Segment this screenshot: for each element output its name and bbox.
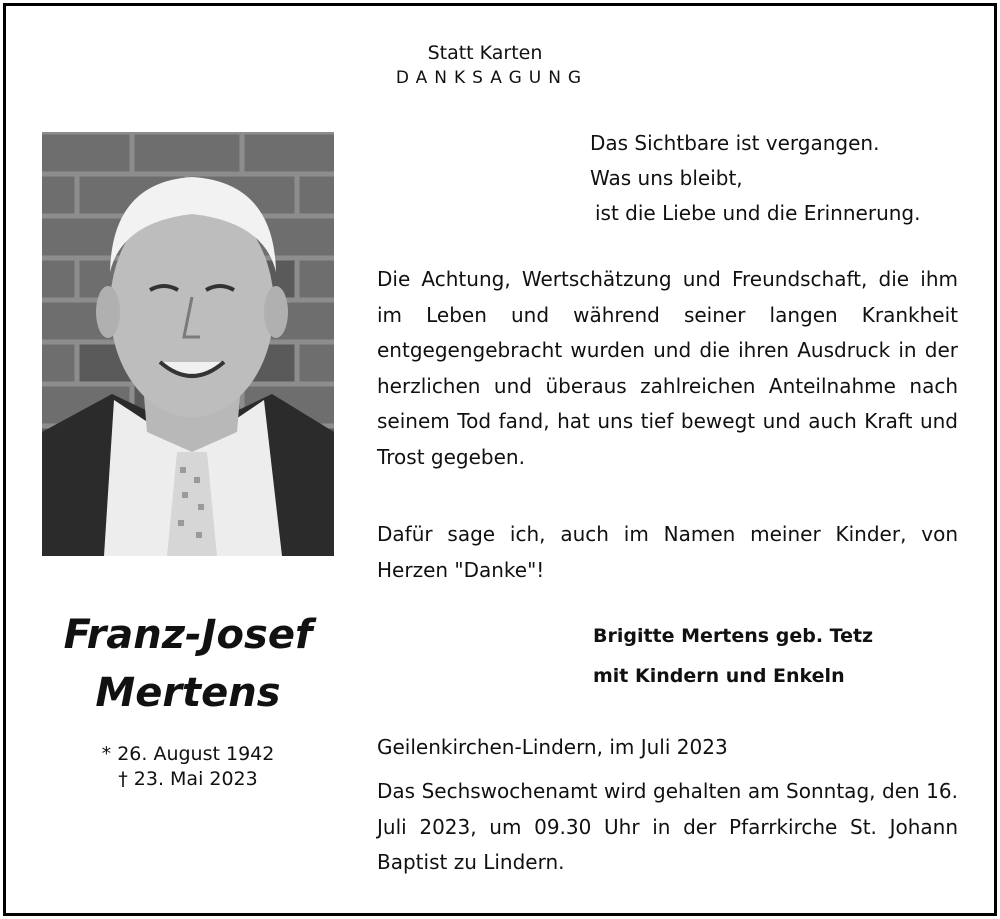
header-statt-karten: Statt Karten [427,42,543,64]
deceased-last-name: Mertens [95,670,281,716]
header-danksagung: DANKSAGUNG [395,68,589,88]
death-date: † 23. Mai 2023 [118,768,258,790]
quote-line-1: Das Sichtbare ist vergangen. [590,131,880,155]
signature-line-1: Brigitte Mertens geb. Tetz [593,625,874,647]
thanks-paragraph: Die Achtung, Wertschätzung und Freundschaft, die ihm im Leben und während seiner langen Krankheit entgegengebracht wurden und die ihren Ausdruck in der herzlichen und überaus zahlreichen Anteilnahme nach seinem Tod fand, hat uns tief bewegt und auch Kraft und Trost gegeben. [377,267,958,469]
quote-line-3: ist die Liebe und die Erinnerung. [595,201,921,225]
signature-line-2: mit Kindern und Enkeln [593,665,845,687]
quote-line-2: Was uns bleibt, [590,166,743,190]
portrait-photo-icon [42,132,334,556]
deceased-first-name: Franz-Josef [63,612,313,658]
birth-date: * 26. August 1942 [101,743,275,765]
place-and-date: Geilenkirchen-Lindern, im Juli 2023 [377,735,728,759]
service-announcement: Das Sechswochenamt wird gehalten am Sonntag, den 16. Juli 2023, um 09.30 Uhr in der Pfarrkirche St. Johann Baptist zu Lindern. [377,779,958,874]
portrait-photo [42,132,334,556]
thanks-closing-paragraph: Dafür sage ich, auch im Namen meiner Kinder, von Herzen "Danke"! [377,522,958,582]
